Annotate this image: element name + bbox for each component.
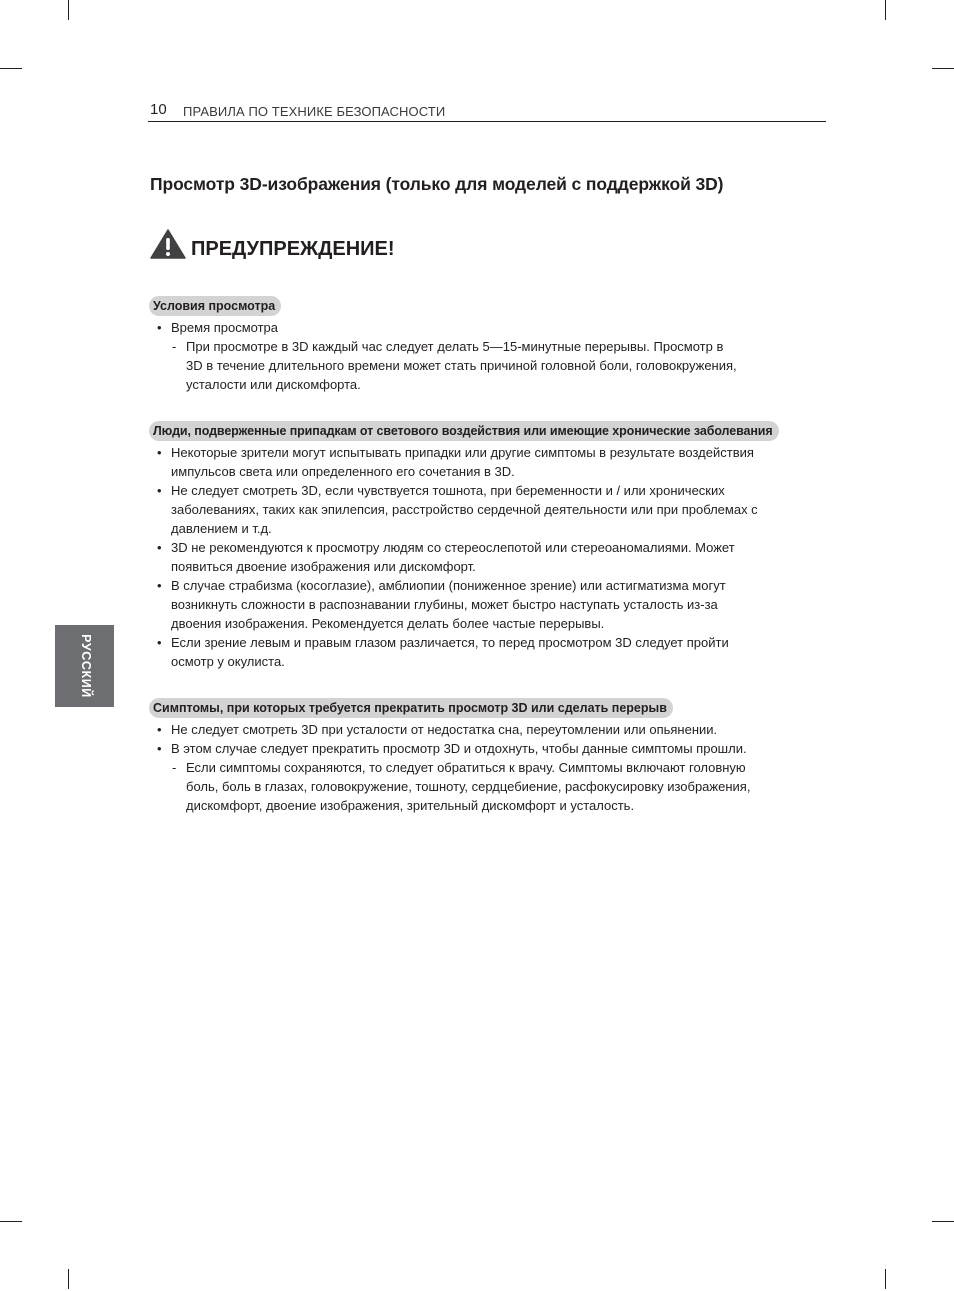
language-tab [55, 625, 114, 707]
sub-list-line: боль, боль в глазах, головокружение, тошноту, сердцебиение, расфокусировку изображения, [186, 779, 751, 794]
sub-list-line: 3D в течение длительного времени может стать причиной головной боли, головокружения, [186, 358, 737, 373]
crop-mark [0, 68, 22, 69]
sub-list-item: - При просмотре в 3D каждый час следует делать 5—15-минутные перерывы. Просмотр в [172, 339, 724, 354]
list-item: • Некоторые зрители могут испытывать припадки или другие симптомы в результате воздействия [157, 445, 754, 460]
sub-list-line: усталости или дискомфорта. [186, 377, 361, 392]
crop-mark [885, 0, 886, 20]
crop-mark [68, 0, 69, 20]
list-item-continued: давлением и т.д. [171, 521, 272, 536]
subsection-body [155, 720, 835, 815]
subsection-heading: Люди, подверженные припадкам от светового воздействия или имеющие хронические заболевания [149, 421, 779, 441]
language-tab-label: РУССКИЙ [79, 634, 93, 698]
list-item-continued: импульсов света или определенного его сочетания в 3D. [171, 464, 515, 479]
page-number: 10 [150, 101, 167, 118]
header-title: ПРАВИЛА ПО ТЕХНИКЕ БЕЗОПАСНОСТИ [183, 104, 446, 119]
list-item: • Не следует смотреть 3D при усталости от недостатка сна, переутомлении или опьянении. [157, 722, 718, 737]
sub-list-item: - Если симптомы сохраняются, то следует обратиться к врачу. Симптомы включают головную [172, 760, 746, 775]
list-item-continued: заболеваниях, таких как эпилепсия, расстройство сердечной деятельности или при проблемах с [171, 502, 758, 517]
subsection-body [155, 443, 835, 671]
list-item: • Если зрение левым и правым глазом различается, то перед просмотром 3D следует пройти [157, 635, 729, 650]
list-item: • В случае страбизма (косоглазие), амблиопии (пониженное зрение) или астигматизма могут [157, 578, 726, 593]
list-item: • Не следует смотреть 3D, если чувствуется тошнота, при беременности и / или хронических [157, 483, 725, 498]
warning-triangle-icon [150, 229, 186, 259]
crop-mark [932, 1221, 954, 1222]
list-item-continued: осмотр у окулиста. [171, 654, 285, 669]
subsection-body [155, 318, 835, 394]
list-item: • Время просмотра [157, 320, 279, 335]
list-item: • В этом случае следует прекратить просмотр 3D и отдохнуть, чтобы данные симптомы прошли. [157, 741, 747, 756]
list-item-continued: двоения изображения. Рекомендуется делать более частые перерывы. [171, 616, 605, 631]
crop-mark [68, 1269, 69, 1289]
page-header [148, 101, 826, 122]
list-item-continued: появиться двоение изображения или дискомфорт. [171, 559, 476, 574]
list-item: • 3D не рекомендуются к просмотру людям со стереослепотой или стереоаномалиями. Может [157, 540, 735, 555]
warning-label: ПРЕДУПРЕЖДЕНИЕ! [191, 238, 395, 260]
sub-list-line: дискомфорт, двоение изображения, зрительный дискомфорт и усталость. [186, 798, 635, 813]
section-title: Просмотр 3D-изображения (только для моделей с поддержкой 3D) [150, 174, 724, 194]
crop-mark [0, 1221, 22, 1222]
crop-mark [932, 68, 954, 69]
crop-mark [885, 1269, 886, 1289]
subsection-heading: Условия просмотра [149, 296, 281, 316]
list-item-continued: возникнуть сложности в распознавании глубины, может быстро наступать усталость из-за [171, 597, 718, 612]
subsection-heading: Симптомы, при которых требуется прекратить просмотр 3D или сделать перерыв [149, 698, 673, 718]
